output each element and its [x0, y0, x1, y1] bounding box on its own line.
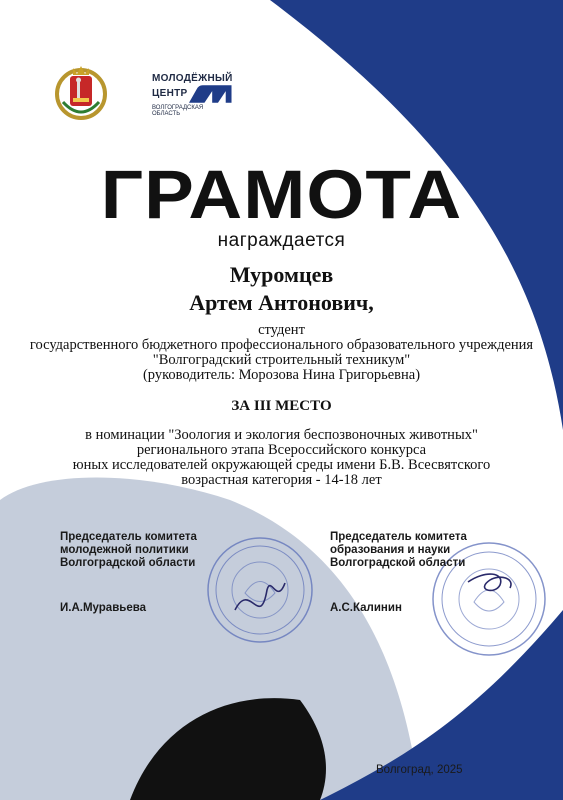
right-signatory-name: А.С.Калинин [330, 602, 402, 614]
signatory-title-line: Волгоградской области [60, 557, 196, 569]
logo-line-2: ЦЕНТР [152, 88, 188, 99]
signatory-title-line: Волгоградской области [330, 557, 466, 569]
coat-of-arms-emblem [55, 62, 107, 120]
left-signatory-title [60, 531, 240, 570]
signatory-title-line: молодежной политики [60, 544, 189, 556]
recipient-surname: Муромцев [229, 262, 334, 287]
signatory-title-line: Председатель комитета [60, 531, 197, 543]
left-signatory-name: И.А.Муравьева [60, 602, 147, 614]
logo-subtitle: ВОЛГОГРАДСКАЯ ОБЛАСТЬ [152, 105, 204, 117]
right-signatory-title [330, 531, 510, 570]
nomination-line: регионального этапа Всероссийского конкурса [136, 442, 427, 458]
youth-center-logo [152, 74, 232, 120]
award-place: ЗА III МЕСТО [231, 398, 332, 414]
detail-line: студент [258, 322, 305, 338]
certificate-title: ГРАМОТА [100, 156, 463, 233]
nomination-line: юных исследователей окружающей среды имени Б.В. Всесвятского [72, 457, 491, 473]
detail-line: "Волгоградский строительный техникум" [152, 352, 411, 368]
signatory-title-line: Председатель комитета [330, 531, 467, 543]
nomination-line: в номинации "Зоология и экология беспозвоночных животных" [85, 427, 478, 443]
recipient-given-names: Артем Антонович, [189, 290, 374, 315]
detail-line: (руководитель: Морозова Нина Григорьевна) [142, 367, 421, 383]
nomination-details [20, 428, 543, 488]
detail-line: государственного бюджетного профессионального образовательного учреждения [29, 337, 534, 353]
recipient-details [20, 323, 543, 383]
logo-line-1: МОЛОДЁЖНЫЙ [152, 73, 233, 84]
place-and-date: Волгоград, 2025 [376, 764, 463, 776]
logo-m-mark [189, 85, 232, 103]
nomination-line: возрастная категория - 14-18 лет [181, 472, 382, 488]
signatory-title-line: образования и науки [330, 544, 451, 556]
awarded-caption: награждается [217, 230, 346, 251]
